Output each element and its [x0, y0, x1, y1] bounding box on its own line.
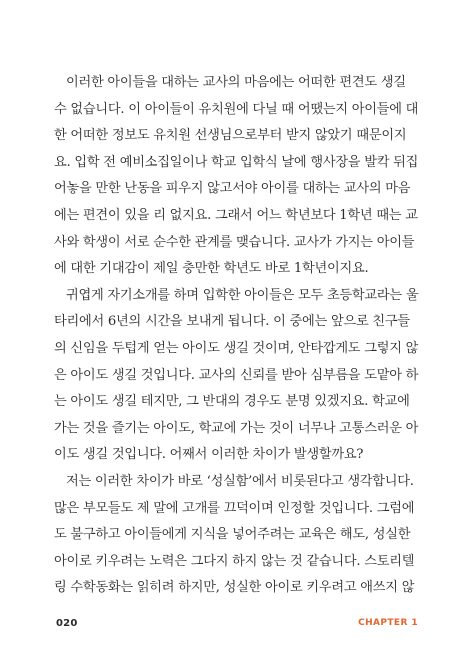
text-line: 한 어떠한 정보도 유치원 선생님으로부터 받지 않았기 때문이지 [54, 128, 407, 144]
text-line: 저는 이러한 차이가 바로 ‘성실함’에서 비롯된다고 생각합니다. [66, 473, 414, 489]
text-line: 이도 생길 것입니다. 어째서 이러한 차이가 발생할까요? [54, 447, 364, 463]
paragraph-1 [54, 70, 420, 283]
chapter-label: CHAPTER 1 [358, 618, 418, 628]
text-line: 수 없습니다. 이 아이들이 유치원에 다닐 때 어땠는지 아이들에 대 [54, 101, 419, 117]
page-number: 020 [56, 618, 78, 629]
text-line: 사와 학생이 서로 순수한 관계를 맺습니다. 교사가 가지는 아이들 [54, 234, 415, 250]
body-text [54, 70, 420, 602]
text-line: 는 아이도 생길 테지만, 그 반대의 경우도 분명 있겠지요. 학교에 [54, 394, 410, 410]
paragraph-2 [54, 283, 420, 469]
text-line: 많은 부모들도 제 말에 고개를 끄덕이며 인정할 것입니다. 그럼에 [54, 500, 415, 516]
text-line: 은 아이도 생길 것입니다. 교사의 신뢰를 받아 심부름을 도맡아 하 [54, 367, 419, 383]
text-line: 에는 편견이 있을 리 없지요. 그래서 어느 학년보다 1학년 때는 교 [54, 207, 418, 223]
text-line: 도 불구하고 아이들에게 지식을 넣어주려는 교육은 해도, 성실한 [54, 527, 411, 543]
text-line: 귀엽게 자기소개를 하며 입학한 아이들은 모두 초등학교라는 울 [66, 287, 419, 303]
text-line: 링 수학동화는 읽히려 하지만, 성실한 아이로 키우려고 애쓰지 않 [54, 580, 415, 596]
text-line: 의 신임을 두텁게 얻는 아이도 생길 것이며, 안타깝게도 그렇지 않 [54, 340, 419, 356]
text-line: 에 대한 기대감이 제일 충만한 학년도 바로 1학년이지요. [54, 261, 369, 277]
text-line: 어놓을 만한 난동을 피우지 않고서야 아이를 대하는 교사의 마음 [54, 181, 411, 197]
text-line: 가는 것을 즐기는 아이도, 학교에 가는 것이 너무나 고통스러운 아 [54, 420, 419, 436]
paragraph-3 [54, 469, 420, 602]
text-line: 아이로 키우려는 노력은 그다지 하지 않는 것 같습니다. 스토리텔 [54, 553, 415, 569]
text-line: 요. 입학 전 예비소집일이나 학교 입학식 날에 행사장을 발칵 뒤집 [54, 154, 419, 170]
text-line: 타리에서 6년의 시간을 보내게 됩니다. 이 중에는 앞으로 친구들 [54, 314, 410, 330]
text-line: 이러한 아이들을 대하는 교사의 마음에는 어떠한 편견도 생길 [66, 75, 406, 90]
